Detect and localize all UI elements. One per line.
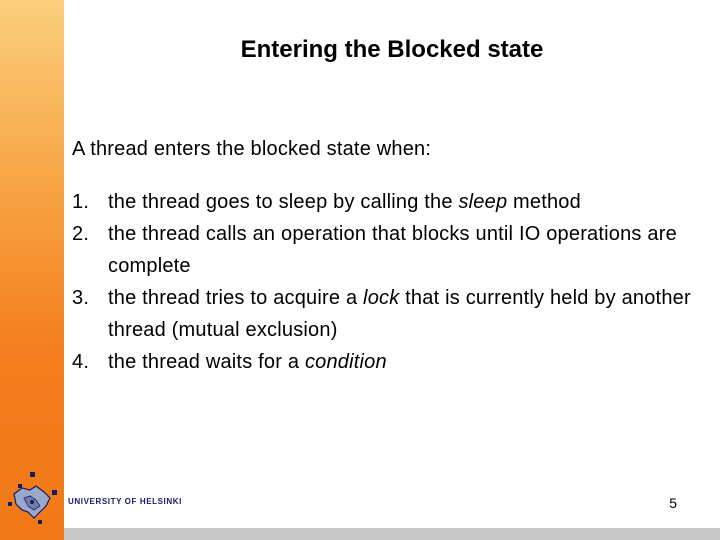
item-number: 3. [72, 287, 90, 309]
helsinki-university-crest-icon [0, 462, 68, 530]
list-item [72, 186, 712, 218]
item-number: 2. [72, 223, 90, 245]
page-number: 5 [669, 495, 677, 511]
item-number: 1. [72, 191, 90, 213]
orange-side-bar [0, 0, 64, 540]
item-number: 4. [72, 351, 90, 373]
item-text: the thread calls an operation that blocks until IO operations are complete [108, 223, 677, 277]
university-name: UNIVERSITY OF HELSINKI [68, 497, 182, 506]
item-text: the thread goes to sleep by calling the [108, 191, 459, 213]
list-item [72, 346, 712, 378]
slide-title: Entering the Blocked state [240, 36, 544, 63]
reason-list [72, 186, 712, 378]
list-item [72, 218, 712, 282]
item-text: the thread waits for a [108, 351, 305, 373]
intro-text: A thread enters the blocked state when: [72, 138, 432, 160]
item-emphasis: condition [304, 351, 387, 373]
item-emphasis: lock [363, 287, 400, 309]
item-emphasis: sleep [458, 191, 508, 213]
item-text-tail: method [507, 191, 581, 213]
item-text-tail: that is currently held by another thread (mutual exclusion) [108, 287, 691, 341]
list-item [72, 282, 712, 346]
item-text: the thread tries to acquire a [108, 287, 364, 309]
gray-bottom-bar [64, 528, 720, 540]
